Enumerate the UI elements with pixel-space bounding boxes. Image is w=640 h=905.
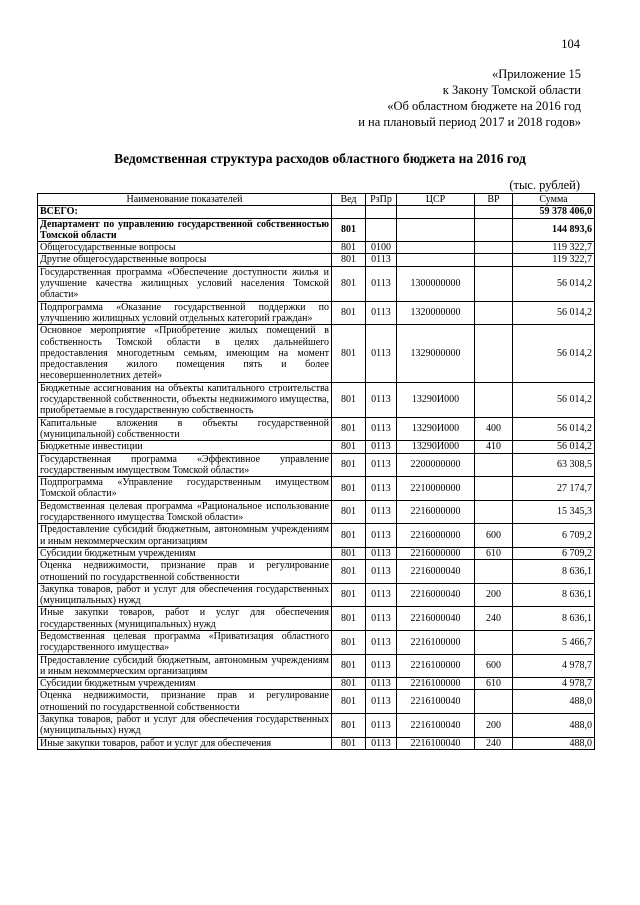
cell-csr: 2216100040 xyxy=(397,714,475,738)
table-row xyxy=(38,301,595,325)
table-row xyxy=(38,218,595,242)
cell-sum: 56 014,2 xyxy=(513,301,595,325)
table-row xyxy=(38,583,595,607)
cell-name: Государственная программа «Обеспечение доступности жилья и улучшение качества жилищных условий населения Томской области» xyxy=(38,266,332,301)
cell-sum: 5 466,7 xyxy=(513,630,595,654)
header-vr: ВР xyxy=(475,194,513,206)
budget-table xyxy=(37,193,595,750)
cell-rzpr: 0113 xyxy=(366,477,397,501)
cell-csr: 2216000000 xyxy=(397,500,475,524)
cell-sum: 56 014,2 xyxy=(513,441,595,453)
cell-vr: 200 xyxy=(475,714,513,738)
cell-ved: 801 xyxy=(332,477,366,501)
cell-csr xyxy=(397,254,475,266)
cell-csr: 2216100000 xyxy=(397,654,475,678)
cell-name: Субсидии бюджетным учреждениям xyxy=(38,547,332,559)
cell-ved: 801 xyxy=(332,242,366,254)
cell-vr: 240 xyxy=(475,607,513,631)
cell-sum: 4 978,7 xyxy=(513,678,595,690)
cell-csr: 2216000000 xyxy=(397,524,475,548)
cell-sum: 6 709,2 xyxy=(513,547,595,559)
cell-vr: 200 xyxy=(475,583,513,607)
cell-ved: 801 xyxy=(332,607,366,631)
appendix-line: «Приложение 15 xyxy=(492,67,581,81)
cell-ved: 801 xyxy=(332,382,366,417)
cell-name: Основное мероприятие «Приобретение жилых помещений в собственность Томской области в целях дальнейшего предоставления многодетным семьям, имеющим на момент предоставления жилого помещения пять и более несовершеннолетних детей» xyxy=(38,325,332,382)
cell-vr xyxy=(475,206,513,218)
cell-vr: 410 xyxy=(475,441,513,453)
cell-vr xyxy=(475,477,513,501)
cell-csr xyxy=(397,242,475,254)
cell-ved: 801 xyxy=(332,453,366,477)
cell-name: Оценка недвижимости, признание прав и регулирование отношений по государственной собственности xyxy=(38,690,332,714)
cell-sum: 6 709,2 xyxy=(513,524,595,548)
cell-name: Иные закупки товаров, работ и услуг для обеспечения государственных (муниципальных) нужд xyxy=(38,607,332,631)
table-row xyxy=(38,547,595,559)
table-row xyxy=(38,607,595,631)
cell-rzpr: 0113 xyxy=(366,560,397,584)
table-row xyxy=(38,266,595,301)
cell-rzpr xyxy=(366,218,397,242)
table-row xyxy=(38,242,595,254)
table-row xyxy=(38,441,595,453)
appendix-line: к Закону Томской области xyxy=(442,83,581,97)
cell-vr: 240 xyxy=(475,737,513,749)
cell-sum: 56 014,2 xyxy=(513,325,595,382)
cell-rzpr xyxy=(366,206,397,218)
cell-ved: 801 xyxy=(332,254,366,266)
table-row xyxy=(38,206,595,218)
cell-name: Ведомственная целевая программа «Рациональное использование государственного имущества Томской области» xyxy=(38,500,332,524)
cell-csr: 1300000000 xyxy=(397,266,475,301)
cell-ved: 801 xyxy=(332,737,366,749)
cell-rzpr: 0113 xyxy=(366,654,397,678)
cell-rzpr: 0113 xyxy=(366,690,397,714)
cell-name: Закупка товаров, работ и услуг для обеспечения государственных (муниципальных) нужд xyxy=(38,583,332,607)
cell-csr: 2216100000 xyxy=(397,630,475,654)
cell-vr xyxy=(475,560,513,584)
cell-csr: 2216100040 xyxy=(397,737,475,749)
cell-ved: 801 xyxy=(332,690,366,714)
cell-sum: 56 014,2 xyxy=(513,266,595,301)
cell-csr: 2200000000 xyxy=(397,453,475,477)
cell-ved: 801 xyxy=(332,218,366,242)
cell-vr xyxy=(475,266,513,301)
cell-name: Бюджетные ассигнования на объекты капитального строительства государственной собственности, объекты недвижимого имущества, приобретаемые в государственную собственность xyxy=(38,382,332,417)
cell-ved: 801 xyxy=(332,547,366,559)
cell-name: Оценка недвижимости, признание прав и регулирование отношений по государственной собственности xyxy=(38,560,332,584)
cell-rzpr: 0100 xyxy=(366,242,397,254)
cell-sum: 63 308,5 xyxy=(513,453,595,477)
cell-vr: 400 xyxy=(475,417,513,441)
cell-vr xyxy=(475,254,513,266)
cell-sum: 15 345,3 xyxy=(513,500,595,524)
page-number: 104 xyxy=(561,37,580,51)
cell-sum: 56 014,2 xyxy=(513,382,595,417)
cell-vr: 600 xyxy=(475,524,513,548)
cell-sum: 119 322,7 xyxy=(513,242,595,254)
table-row xyxy=(38,417,595,441)
table-row xyxy=(38,714,595,738)
appendix-line: «Об областном бюджете на 2016 год xyxy=(387,99,581,113)
cell-rzpr: 0113 xyxy=(366,301,397,325)
table-row xyxy=(38,737,595,749)
header-ved: Вед xyxy=(332,194,366,206)
cell-ved: 801 xyxy=(332,583,366,607)
cell-sum: 27 174,7 xyxy=(513,477,595,501)
cell-csr xyxy=(397,206,475,218)
header-csr: ЦСР xyxy=(397,194,475,206)
cell-csr: 13290И000 xyxy=(397,417,475,441)
cell-rzpr: 0113 xyxy=(366,382,397,417)
cell-ved: 801 xyxy=(332,654,366,678)
cell-name: Департамент по управлению государственной собственностью Томской области xyxy=(38,218,332,242)
cell-vr: 610 xyxy=(475,547,513,559)
table-row xyxy=(38,453,595,477)
cell-vr xyxy=(475,453,513,477)
cell-rzpr: 0113 xyxy=(366,417,397,441)
cell-vr xyxy=(475,690,513,714)
cell-name: Капитальные вложения в объекты государственной (муниципальной) собственности xyxy=(38,417,332,441)
table-row xyxy=(38,524,595,548)
cell-sum: 488,0 xyxy=(513,737,595,749)
cell-sum: 8 636,1 xyxy=(513,583,595,607)
unit-note: (тыс. рублей) xyxy=(509,178,580,192)
cell-sum: 119 322,7 xyxy=(513,254,595,266)
cell-name: Бюджетные инвестиции xyxy=(38,441,332,453)
cell-name: Предоставление субсидий бюджетным, автономным учреждениям и иным некоммерческим организациям xyxy=(38,524,332,548)
cell-rzpr: 0113 xyxy=(366,583,397,607)
cell-sum: 488,0 xyxy=(513,690,595,714)
table-header-row xyxy=(38,194,595,206)
cell-vr xyxy=(475,301,513,325)
appendix-header xyxy=(358,66,581,130)
cell-csr: 2216000000 xyxy=(397,547,475,559)
cell-ved: 801 xyxy=(332,500,366,524)
cell-vr: 600 xyxy=(475,654,513,678)
cell-ved: 801 xyxy=(332,678,366,690)
cell-rzpr: 0113 xyxy=(366,266,397,301)
cell-vr xyxy=(475,242,513,254)
table-row xyxy=(38,654,595,678)
table-row xyxy=(38,477,595,501)
cell-ved: 801 xyxy=(332,714,366,738)
cell-ved: 801 xyxy=(332,417,366,441)
cell-name: Иные закупки товаров, работ и услуг для обеспечения xyxy=(38,737,332,749)
header-rzpr: РзПр xyxy=(366,194,397,206)
cell-csr: 2216100040 xyxy=(397,690,475,714)
cell-name: Подпрограмма «Оказание государственной поддержки по улучшению жилищных условий отдельных категорий граждан» xyxy=(38,301,332,325)
cell-vr xyxy=(475,630,513,654)
table-row xyxy=(38,382,595,417)
cell-vr: 610 xyxy=(475,678,513,690)
cell-sum: 4 978,7 xyxy=(513,654,595,678)
document-title: Ведомственная структура расходов областного бюджета на 2016 год xyxy=(114,151,526,166)
cell-name: Закупка товаров, работ и услуг для обеспечения государственных (муниципальных) нужд xyxy=(38,714,332,738)
cell-rzpr: 0113 xyxy=(366,607,397,631)
table-row xyxy=(38,678,595,690)
header-name: Наименование показателей xyxy=(38,194,332,206)
table-row xyxy=(38,560,595,584)
cell-rzpr: 0113 xyxy=(366,678,397,690)
cell-name: Подпрограмма «Управление государственным имуществом Томской области» xyxy=(38,477,332,501)
cell-vr xyxy=(475,382,513,417)
cell-csr: 2216000040 xyxy=(397,583,475,607)
cell-vr xyxy=(475,218,513,242)
cell-rzpr: 0113 xyxy=(366,524,397,548)
cell-rzpr: 0113 xyxy=(366,714,397,738)
cell-csr: 13290И000 xyxy=(397,441,475,453)
cell-sum: 488,0 xyxy=(513,714,595,738)
cell-sum: 56 014,2 xyxy=(513,417,595,441)
cell-ved: 801 xyxy=(332,630,366,654)
cell-rzpr: 0113 xyxy=(366,500,397,524)
cell-rzpr: 0113 xyxy=(366,325,397,382)
cell-vr xyxy=(475,325,513,382)
cell-name: ВСЕГО: xyxy=(38,206,332,218)
cell-ved: 801 xyxy=(332,524,366,548)
cell-ved xyxy=(332,206,366,218)
cell-rzpr: 0113 xyxy=(366,453,397,477)
table-row xyxy=(38,630,595,654)
cell-rzpr: 0113 xyxy=(366,630,397,654)
appendix-line: и на плановый период 2017 и 2018 годов» xyxy=(358,115,581,129)
cell-rzpr: 0113 xyxy=(366,737,397,749)
cell-sum: 59 378 406,0 xyxy=(513,206,595,218)
table-row xyxy=(38,500,595,524)
cell-vr xyxy=(475,500,513,524)
cell-ved: 801 xyxy=(332,266,366,301)
cell-sum: 8 636,1 xyxy=(513,560,595,584)
cell-ved: 801 xyxy=(332,441,366,453)
cell-rzpr: 0113 xyxy=(366,441,397,453)
cell-sum: 144 893,6 xyxy=(513,218,595,242)
cell-csr xyxy=(397,218,475,242)
cell-ved: 801 xyxy=(332,301,366,325)
cell-csr: 2216000040 xyxy=(397,607,475,631)
cell-name: Другие общегосударственные вопросы xyxy=(38,254,332,266)
cell-name: Общегосударственные вопросы xyxy=(38,242,332,254)
cell-csr: 2216100000 xyxy=(397,678,475,690)
table-row xyxy=(38,325,595,382)
cell-rzpr: 0113 xyxy=(366,547,397,559)
cell-ved: 801 xyxy=(332,560,366,584)
cell-csr: 1320000000 xyxy=(397,301,475,325)
cell-csr: 2210000000 xyxy=(397,477,475,501)
cell-name: Субсидии бюджетным учреждениям xyxy=(38,678,332,690)
header-sum: Сумма xyxy=(513,194,595,206)
cell-csr: 2216000040 xyxy=(397,560,475,584)
cell-rzpr: 0113 xyxy=(366,254,397,266)
cell-csr: 13290И000 xyxy=(397,382,475,417)
cell-name: Государственная программа «Эффективное управление государственным имуществом Томской области» xyxy=(38,453,332,477)
table-row xyxy=(38,690,595,714)
cell-csr: 1329000000 xyxy=(397,325,475,382)
table-row xyxy=(38,254,595,266)
cell-name: Ведомственная целевая программа «Приватизация областного государственного имущества» xyxy=(38,630,332,654)
cell-sum: 8 636,1 xyxy=(513,607,595,631)
cell-ved: 801 xyxy=(332,325,366,382)
cell-name: Предоставление субсидий бюджетным, автономным учреждениям и иным некоммерческим организациям xyxy=(38,654,332,678)
